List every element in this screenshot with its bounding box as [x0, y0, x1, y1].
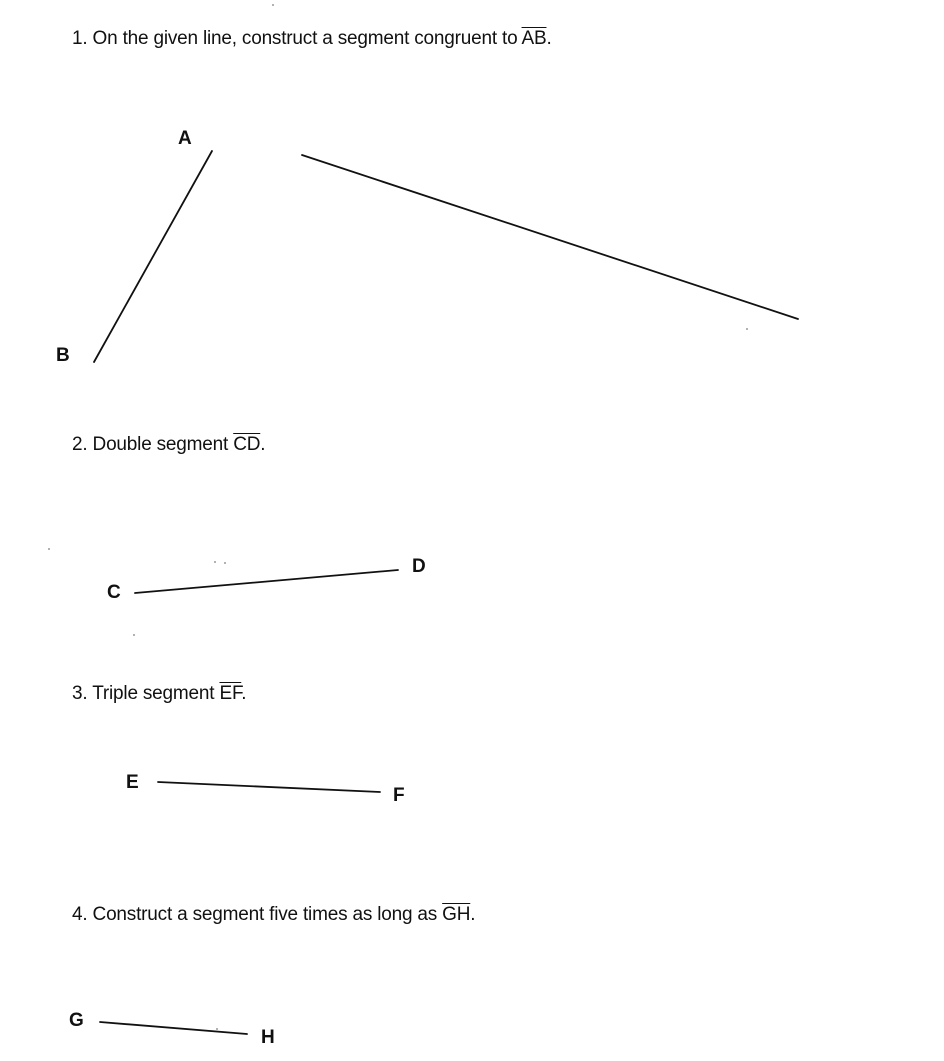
paper-speck [214, 561, 216, 563]
point-label-g: G [69, 1010, 84, 1031]
segment-ef [158, 782, 380, 792]
problem-2-end: . [260, 434, 266, 455]
point-label-h: H [261, 1027, 275, 1048]
given-line [302, 155, 798, 319]
problem-1-end: . [546, 28, 552, 49]
paper-speck [224, 562, 226, 564]
problem-4-number: 4. [72, 904, 88, 925]
paper-speck [48, 548, 50, 550]
point-label-f: F [393, 785, 405, 806]
problem-3-end: . [241, 683, 247, 704]
problem-4-segment: $\overline{GH}$ [442, 904, 471, 925]
problem-3-segment: $\overline{EF}$ [219, 683, 242, 704]
segment-ab [94, 151, 212, 362]
problem-2-text: Double segment [92, 434, 229, 455]
problem-4-end: . [470, 904, 476, 925]
problem-2-number: 2. [72, 434, 88, 455]
paper-speck [133, 634, 135, 636]
problem-1-number: 1. [72, 28, 88, 49]
problem-1-text: On the given line, construct a segment congruent to [92, 28, 518, 49]
problem-3-number: 3. [72, 683, 88, 704]
problem-4-text: Construct a segment five times as long as [92, 904, 438, 925]
paper-speck [272, 4, 274, 6]
point-label-c: C [107, 582, 121, 603]
paper-speck [746, 328, 748, 330]
problem-3-text: Triple segment [92, 683, 215, 704]
point-label-d: D [412, 556, 426, 577]
problem-1-segment: $\overline{AB}$ [521, 28, 547, 49]
point-label-a: A [178, 128, 192, 149]
paper-speck [216, 1028, 218, 1030]
problem-2-segment: $\overline{CD}$ [233, 434, 261, 455]
segment-cd [135, 570, 398, 593]
segment-gh [100, 1022, 247, 1034]
point-label-b: B [56, 345, 70, 366]
point-label-e: E [126, 772, 139, 793]
